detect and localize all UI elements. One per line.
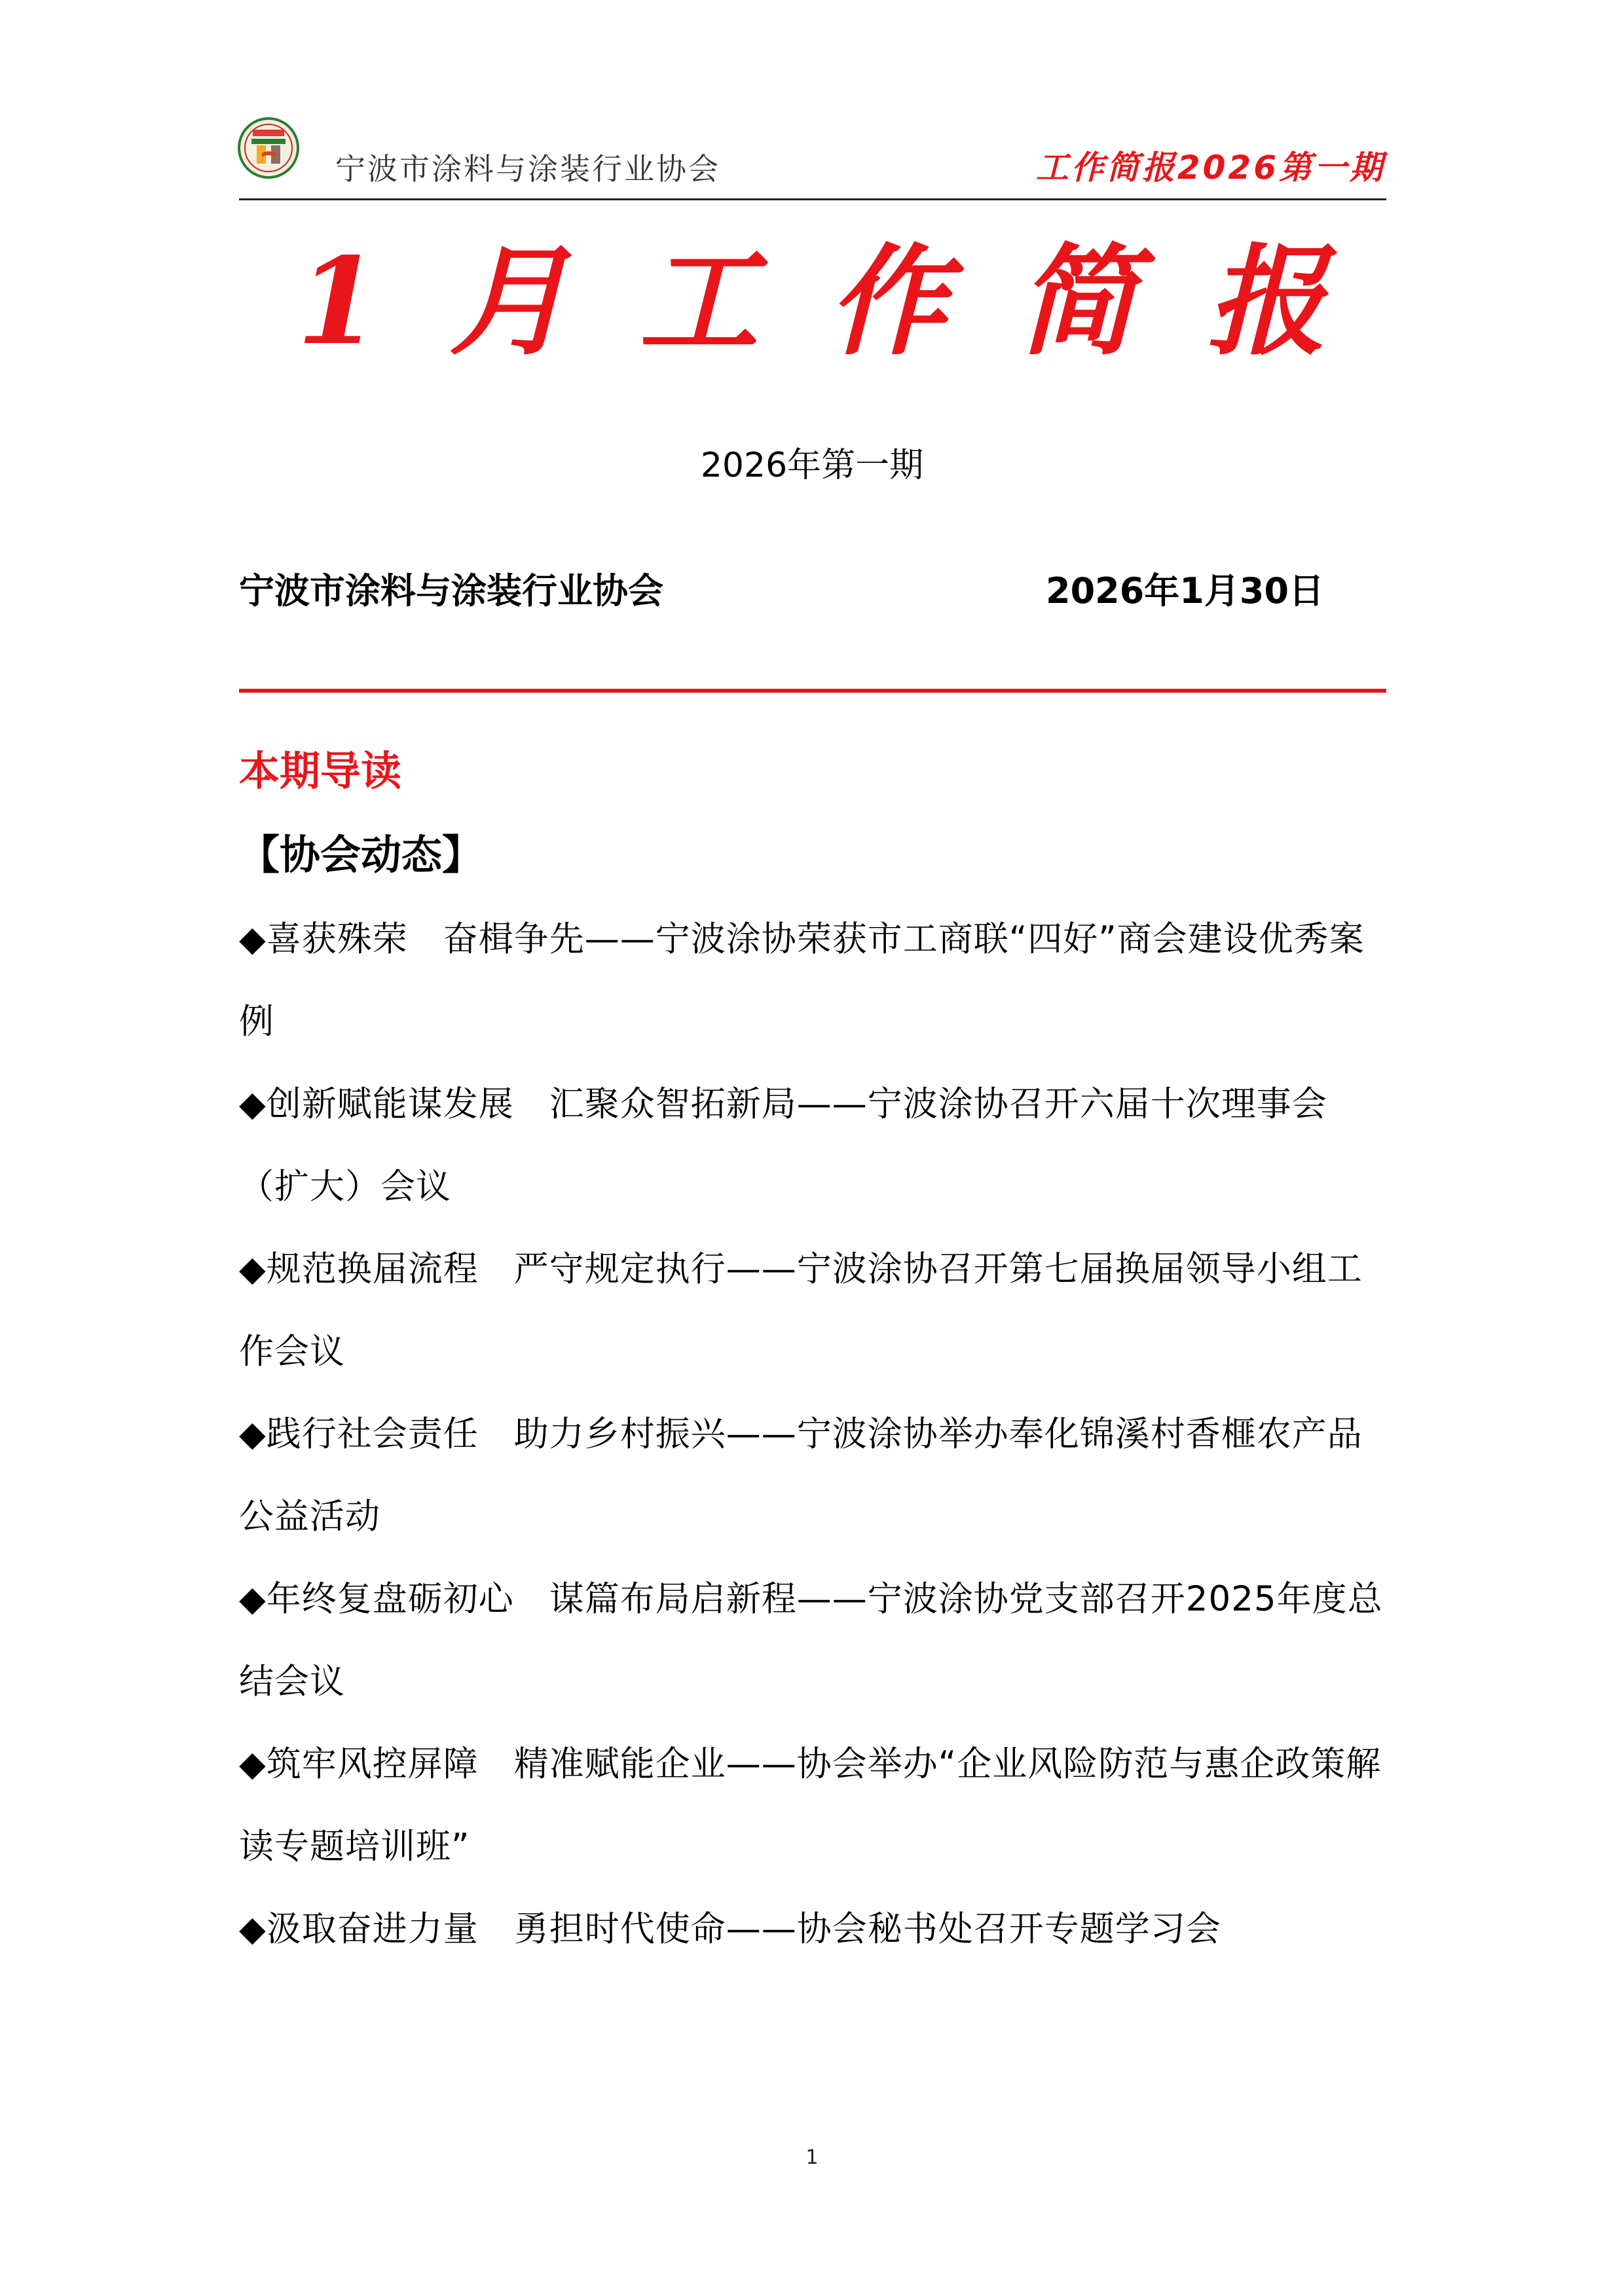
header-org-name: 宁波市涂料与涂装行业协会: [335, 151, 720, 187]
section-heading: 【协会动态】: [239, 831, 483, 879]
title-char: 1: [297, 231, 380, 371]
publisher-name: 宁波市涂料与涂装行业协会: [239, 570, 663, 611]
news-item: ◆践行社会责任 助力乡村振兴——宁波涂协举办奉化锦溪村香榧农产品公益活动: [239, 1414, 1363, 1537]
page-number: 1: [805, 2146, 819, 2169]
page-title: [239, 231, 1386, 371]
news-item: ◆创新赋能谋发展 汇聚众智拓新局——宁波涂协召开六届十次理事会（扩大）会议: [239, 1084, 1327, 1207]
title-char: 月: [449, 231, 569, 371]
red-divider: [239, 689, 1386, 693]
news-item: ◆汲取奋进力量 勇担时代使命——协会秘书处召开专题学习会: [239, 1909, 1221, 1949]
news-item: ◆喜获殊荣 奋楫争先——宁波涂协荣获市工商联“四好”商会建设优秀案例: [239, 919, 1365, 1042]
news-item: ◆规范换届流程 严守规定执行——宁波涂协召开第七届换届领导小组工作会议: [239, 1249, 1363, 1372]
issue-number: 2026年第一期: [700, 446, 924, 485]
title-char: 作: [828, 231, 948, 371]
news-list: [239, 898, 1386, 1971]
news-item: ◆筑牢风控屏障 精准赋能企业——协会举办“企业风险防范与惠企政策解读专题培训班”: [239, 1744, 1382, 1867]
publish-date: 2026年1月30日: [1046, 570, 1325, 611]
news-item: ◆年终复盘砺初心 谋篇布局启新程——宁波涂协党支部召开2025年度总结会议: [239, 1579, 1383, 1702]
association-logo-icon: [237, 117, 300, 179]
title-char: 简: [1017, 231, 1137, 371]
header-divider: [239, 198, 1386, 200]
header-issue-label: 工作简报2026第一期: [1035, 149, 1385, 187]
title-char: 报: [1206, 231, 1326, 371]
guide-heading: 本期导读: [239, 747, 402, 795]
title-char: 工: [638, 231, 758, 371]
